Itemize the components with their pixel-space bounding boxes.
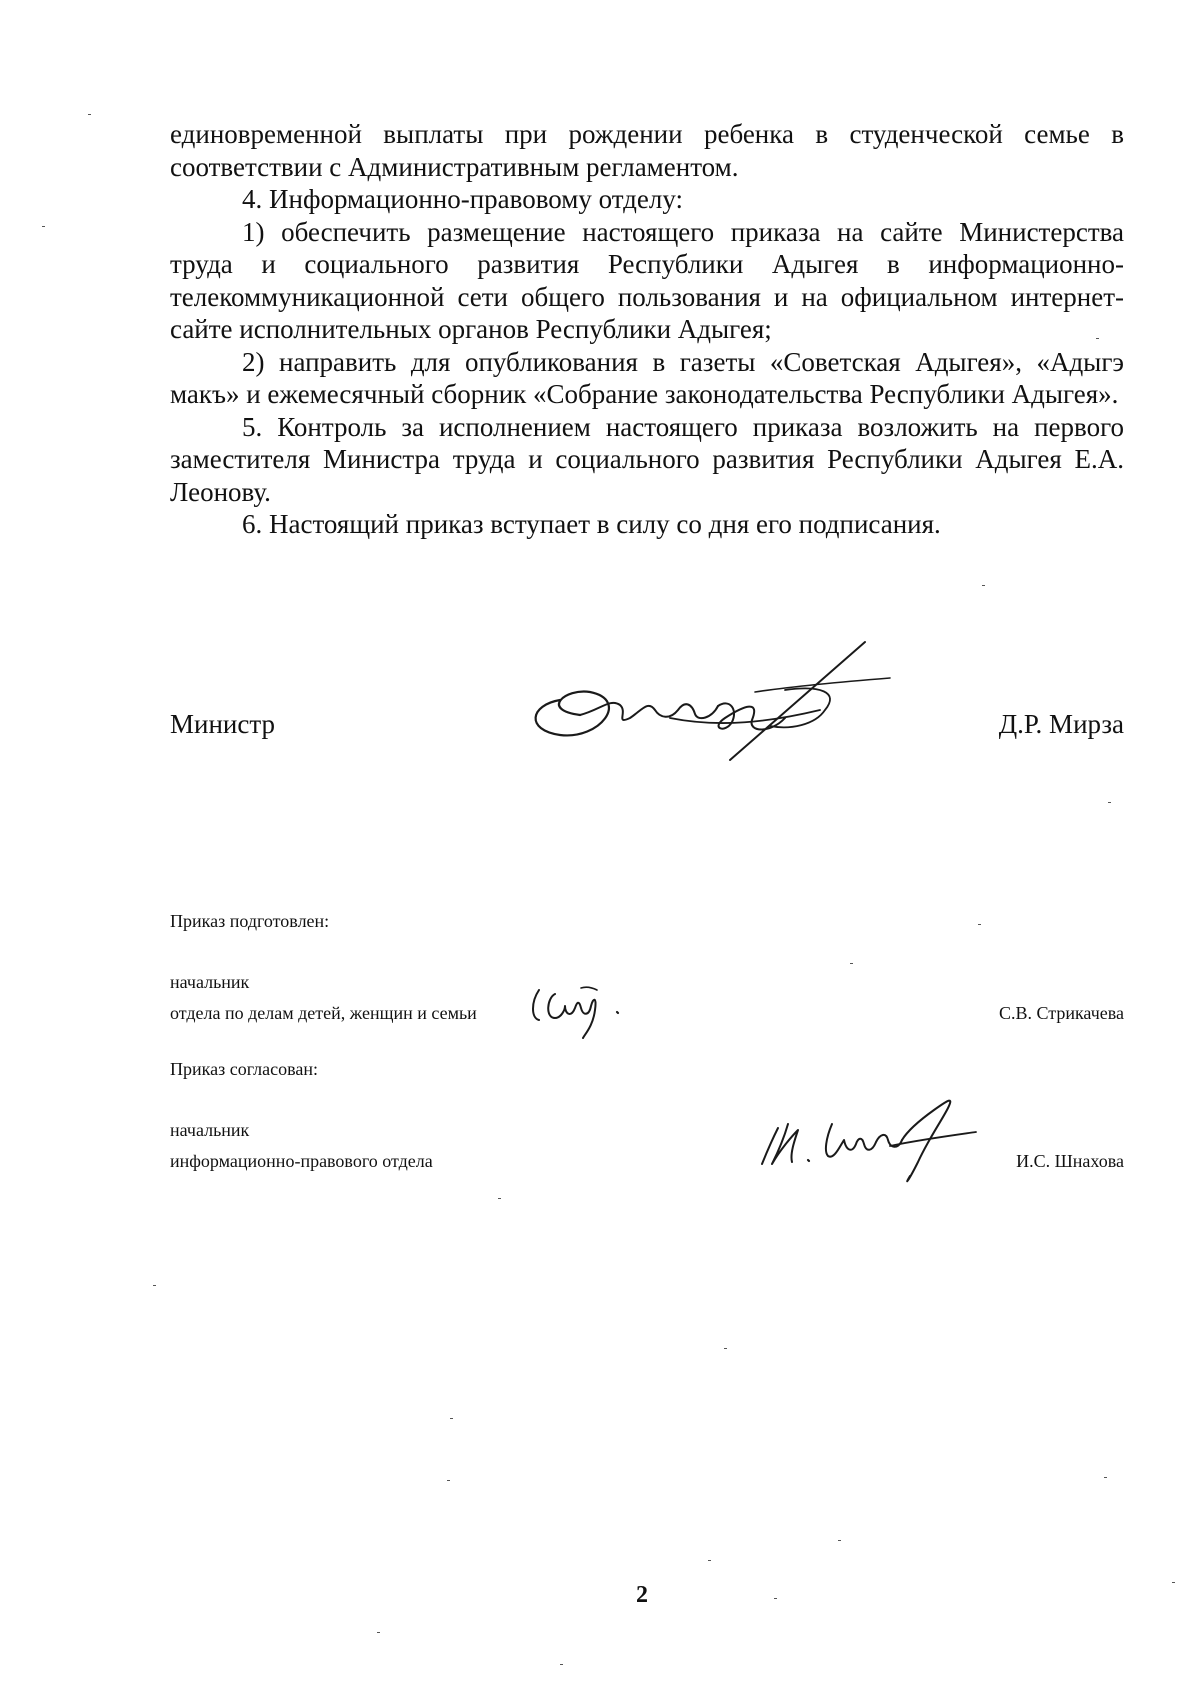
prepared-name: С.В. Стрикачева	[998, 1003, 1124, 1023]
scan-speck	[498, 1198, 501, 1199]
minister-name: Д.Р. Мирза	[998, 709, 1124, 739]
minister-position: Министр	[170, 709, 275, 739]
scan-speck	[153, 1285, 156, 1286]
scan-speck	[42, 226, 45, 227]
approved-name: И.С. Шнахова	[1016, 1151, 1124, 1171]
scan-speck	[560, 1664, 563, 1665]
scan-speck	[1108, 802, 1111, 803]
approved-signature	[758, 1090, 998, 1190]
scan-speck	[978, 924, 981, 925]
scan-speck	[377, 1632, 380, 1633]
scan-speck	[982, 585, 985, 586]
paragraph-item-5: 5. Контроль за исполнением настоящего приказа возложить на первого заместителя Министра труда и социального развития Республики Адыгея Е.А. Леонову.	[170, 411, 1124, 507]
scan-speck	[774, 1598, 777, 1599]
approved-position-line2: информационно-правового отдела	[170, 1151, 433, 1171]
order-body	[170, 118, 1124, 541]
scan-speck	[1172, 1582, 1175, 1583]
prepared-position-line2: отдела по делам детей, женщин и семьи	[170, 1003, 477, 1023]
prepared-heading: Приказ подготовлен:	[170, 911, 330, 931]
scan-speck	[447, 1480, 450, 1481]
paragraph-item-4: 4. Информационно-правовому отделу:	[242, 184, 684, 214]
page-number: 2	[636, 1582, 648, 1608]
scan-speck	[850, 963, 853, 964]
scan-speck	[88, 114, 91, 115]
approved-position-line1: начальник	[170, 1120, 250, 1140]
paragraph-item-6: 6. Настоящий приказ вступает в силу со дня его подписания.	[242, 509, 941, 539]
paragraph-continuation: единовременной выплаты при рождении ребенка в студенческой семье в соответствии с Административным регламентом.	[170, 119, 1124, 182]
scan-speck	[1104, 1477, 1107, 1478]
paragraph-subitem-1: 1) обеспечить размещение настоящего приказа на сайте Министерства труда и социального развития Республики Адыгея в информационно-телекоммуникационной сети общего пользования и на официальном интернет-сайте исполнительных органов Республики Адыгея;	[170, 216, 1124, 344]
approved-heading: Приказ согласован:	[170, 1059, 319, 1079]
scan-speck	[1096, 338, 1099, 339]
scan-speck	[724, 1348, 727, 1349]
scan-speck	[838, 1540, 841, 1541]
prepared-position-line1: начальник	[170, 972, 250, 992]
paragraph-subitem-2: 2) направить для опубликования в газеты «Советская Адыгея», «Адыгэ макъ» и ежемесячный сборник «Собрание законодательства Республики Адыгея».	[170, 346, 1124, 409]
scan-speck	[450, 1418, 453, 1419]
scan-speck	[708, 1560, 711, 1561]
minister-signature	[520, 630, 900, 780]
prepared-signature	[525, 978, 625, 1038]
